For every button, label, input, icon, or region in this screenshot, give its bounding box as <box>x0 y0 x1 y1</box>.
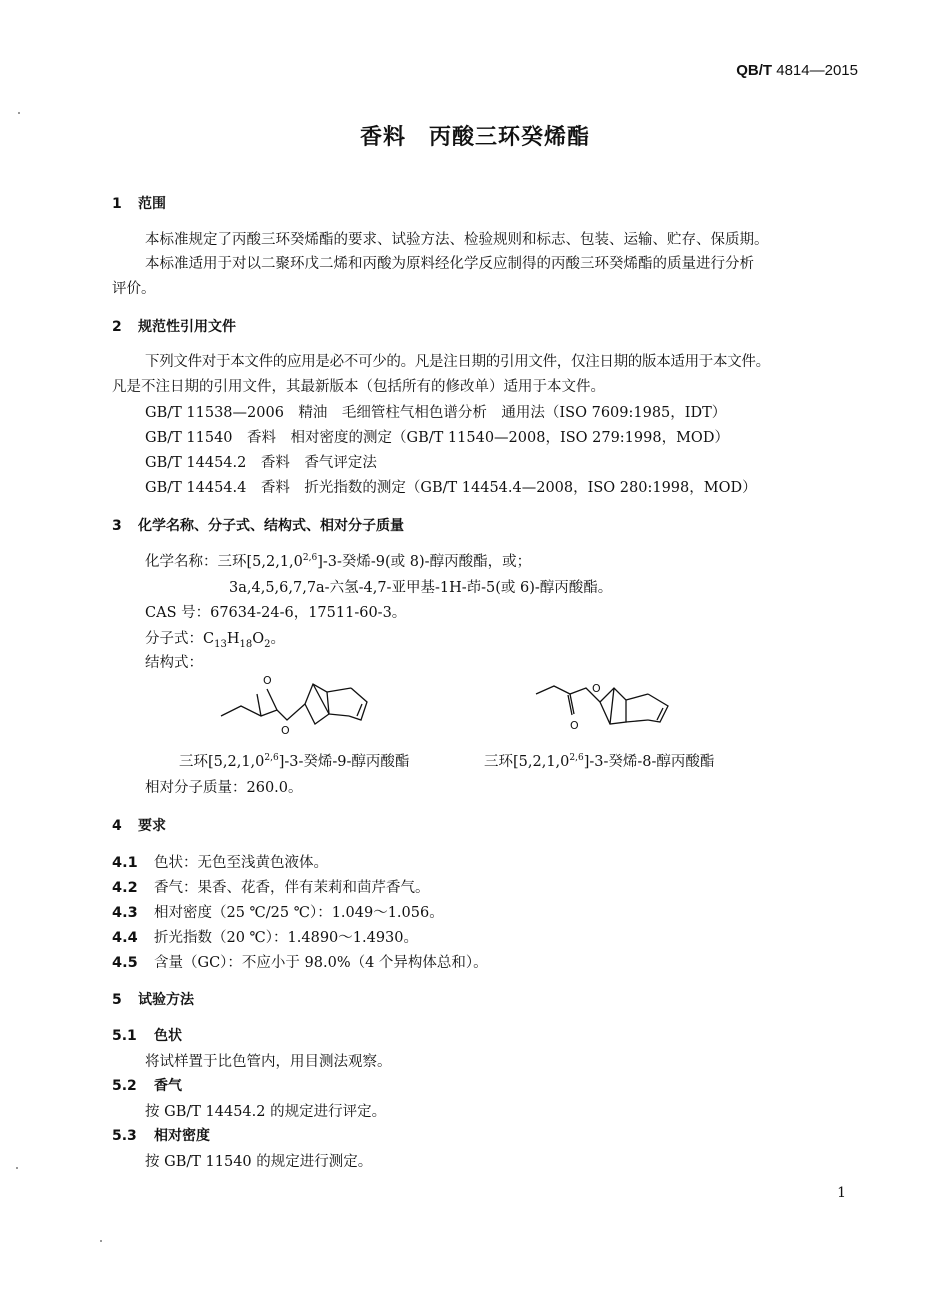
standard-number: 4814—2015 <box>776 62 858 79</box>
subsection-text: 按 GB/T 11540 的规定进行测定。 <box>145 1154 373 1170</box>
molecular-formula: 分子式：$C_{13}H_{18}O_2$。 <box>145 631 285 650</box>
standard-code <box>736 62 858 79</box>
molecular-mass: 相对分子质量：260.0。 <box>145 780 303 796</box>
ester-oxygen-label: O <box>592 682 601 695</box>
requirement-item: 4.1 色状：无色至浅黄色液体。 <box>112 855 328 871</box>
section-1-heading: 1 范围 <box>112 196 166 212</box>
document-title: 香料 丙酸三环癸烯酯 <box>359 125 590 150</box>
ester-oxygen-label: O <box>281 724 290 737</box>
subsection-text: 将试样置于比色管内，用目测法观察。 <box>145 1054 392 1070</box>
section-1-paragraph-2-cont: 评价。 <box>112 281 156 297</box>
structure-diagram-8-isomer <box>530 672 710 742</box>
subsection-text: 按 GB/T 14454.2 的规定进行评定。 <box>145 1104 387 1120</box>
requirement-item: 4.4 折光指数（20 ℃）：1.4890～1.4930。 <box>112 930 419 946</box>
scan-speck <box>100 1240 102 1242</box>
carbonyl-oxygen-label: O <box>570 719 579 732</box>
carbonyl-oxygen-label: O <box>263 674 272 687</box>
chemical-name-line-1: 化学名称：三环[5,2,1,0$^{2,6}$]-3-癸烯-9(或 8)-醇丙酸酯，或； <box>145 553 532 570</box>
reference-item: GB/T 14454.4 香料 折光指数的测定（GB/T 14454.4—2008，ISO 280:1998，MOD） <box>145 480 757 496</box>
reference-item: GB/T 14454.2 香料 香气评定法 <box>145 455 377 471</box>
chemical-name-line-2: 3a,4,5,6,7,7a-六氢-4,7-亚甲基-1H-茚-5(或 6)-醇丙酸酯。 <box>229 580 613 596</box>
standard-prefix: QB/T <box>736 62 773 79</box>
section-1-paragraph-2: 本标准适用于对以二聚环戊二烯和丙酸为原料经化学反应制得的丙酸三环癸烯酯的质量进行分析 <box>145 256 754 272</box>
section-5-heading: 5 试验方法 <box>112 992 194 1008</box>
subsection-heading: 5.2 香气 <box>112 1078 182 1094</box>
section-2-paragraph-1: 下列文件对于本文件的应用是必不可少的。凡是注日期的引用文件，仅注日期的版本适用于本文件。 <box>145 354 770 370</box>
section-4-heading: 4 要求 <box>112 818 166 834</box>
structure-diagram-9-isomer <box>215 672 400 742</box>
section-1-paragraph-1: 本标准规定了丙酸三环癸烯酯的要求、试验方法、检验规则和标志、包装、运输、贮存、保质期。 <box>145 232 769 248</box>
subsection-heading: 5.1 色状 <box>112 1028 182 1044</box>
reference-item: GB/T 11540 香料 相对密度的测定（GB/T 11540—2008，ISO 279:1998，MOD） <box>145 430 729 446</box>
reference-item: GB/T 11538—2006 精油 毛细管柱气相色谱分析 通用法（ISO 7609:1985，IDT） <box>145 405 727 421</box>
requirement-item: 4.2 香气：果香、花香，伴有茉莉和茴芹香气。 <box>112 880 430 896</box>
scan-speck <box>16 1167 18 1169</box>
requirement-item: 4.3 相对密度（25 ℃/25 ℃）：1.049～1.056。 <box>112 905 444 921</box>
subsection-heading: 5.3 相对密度 <box>112 1128 210 1144</box>
structure-caption-2: 三环[5,2,1,0$^{2,6}$]-3-癸烯-8-醇丙酸酯 <box>484 753 715 770</box>
scan-speck <box>18 112 20 114</box>
section-2-paragraph-1-cont: 凡是不注日期的引用文件，其最新版本（包括所有的修改单）适用于本文件。 <box>112 379 605 395</box>
section-3-heading: 3 化学名称、分子式、结构式、相对分子质量 <box>112 518 404 534</box>
structure-label: 结构式： <box>145 655 203 671</box>
section-2-heading: 2 规范性引用文件 <box>112 319 236 335</box>
requirement-item: 4.5 含量（GC）：不应小于 98.0%（4 个异构体总和）。 <box>112 955 488 971</box>
page-number: 1 <box>837 1185 846 1201</box>
structure-caption-1: 三环[5,2,1,0$^{2,6}$]-3-癸烯-9-醇丙酸酯 <box>179 753 410 770</box>
cas-number: CAS 号：67634-24-6，17511-60-3。 <box>145 605 407 621</box>
